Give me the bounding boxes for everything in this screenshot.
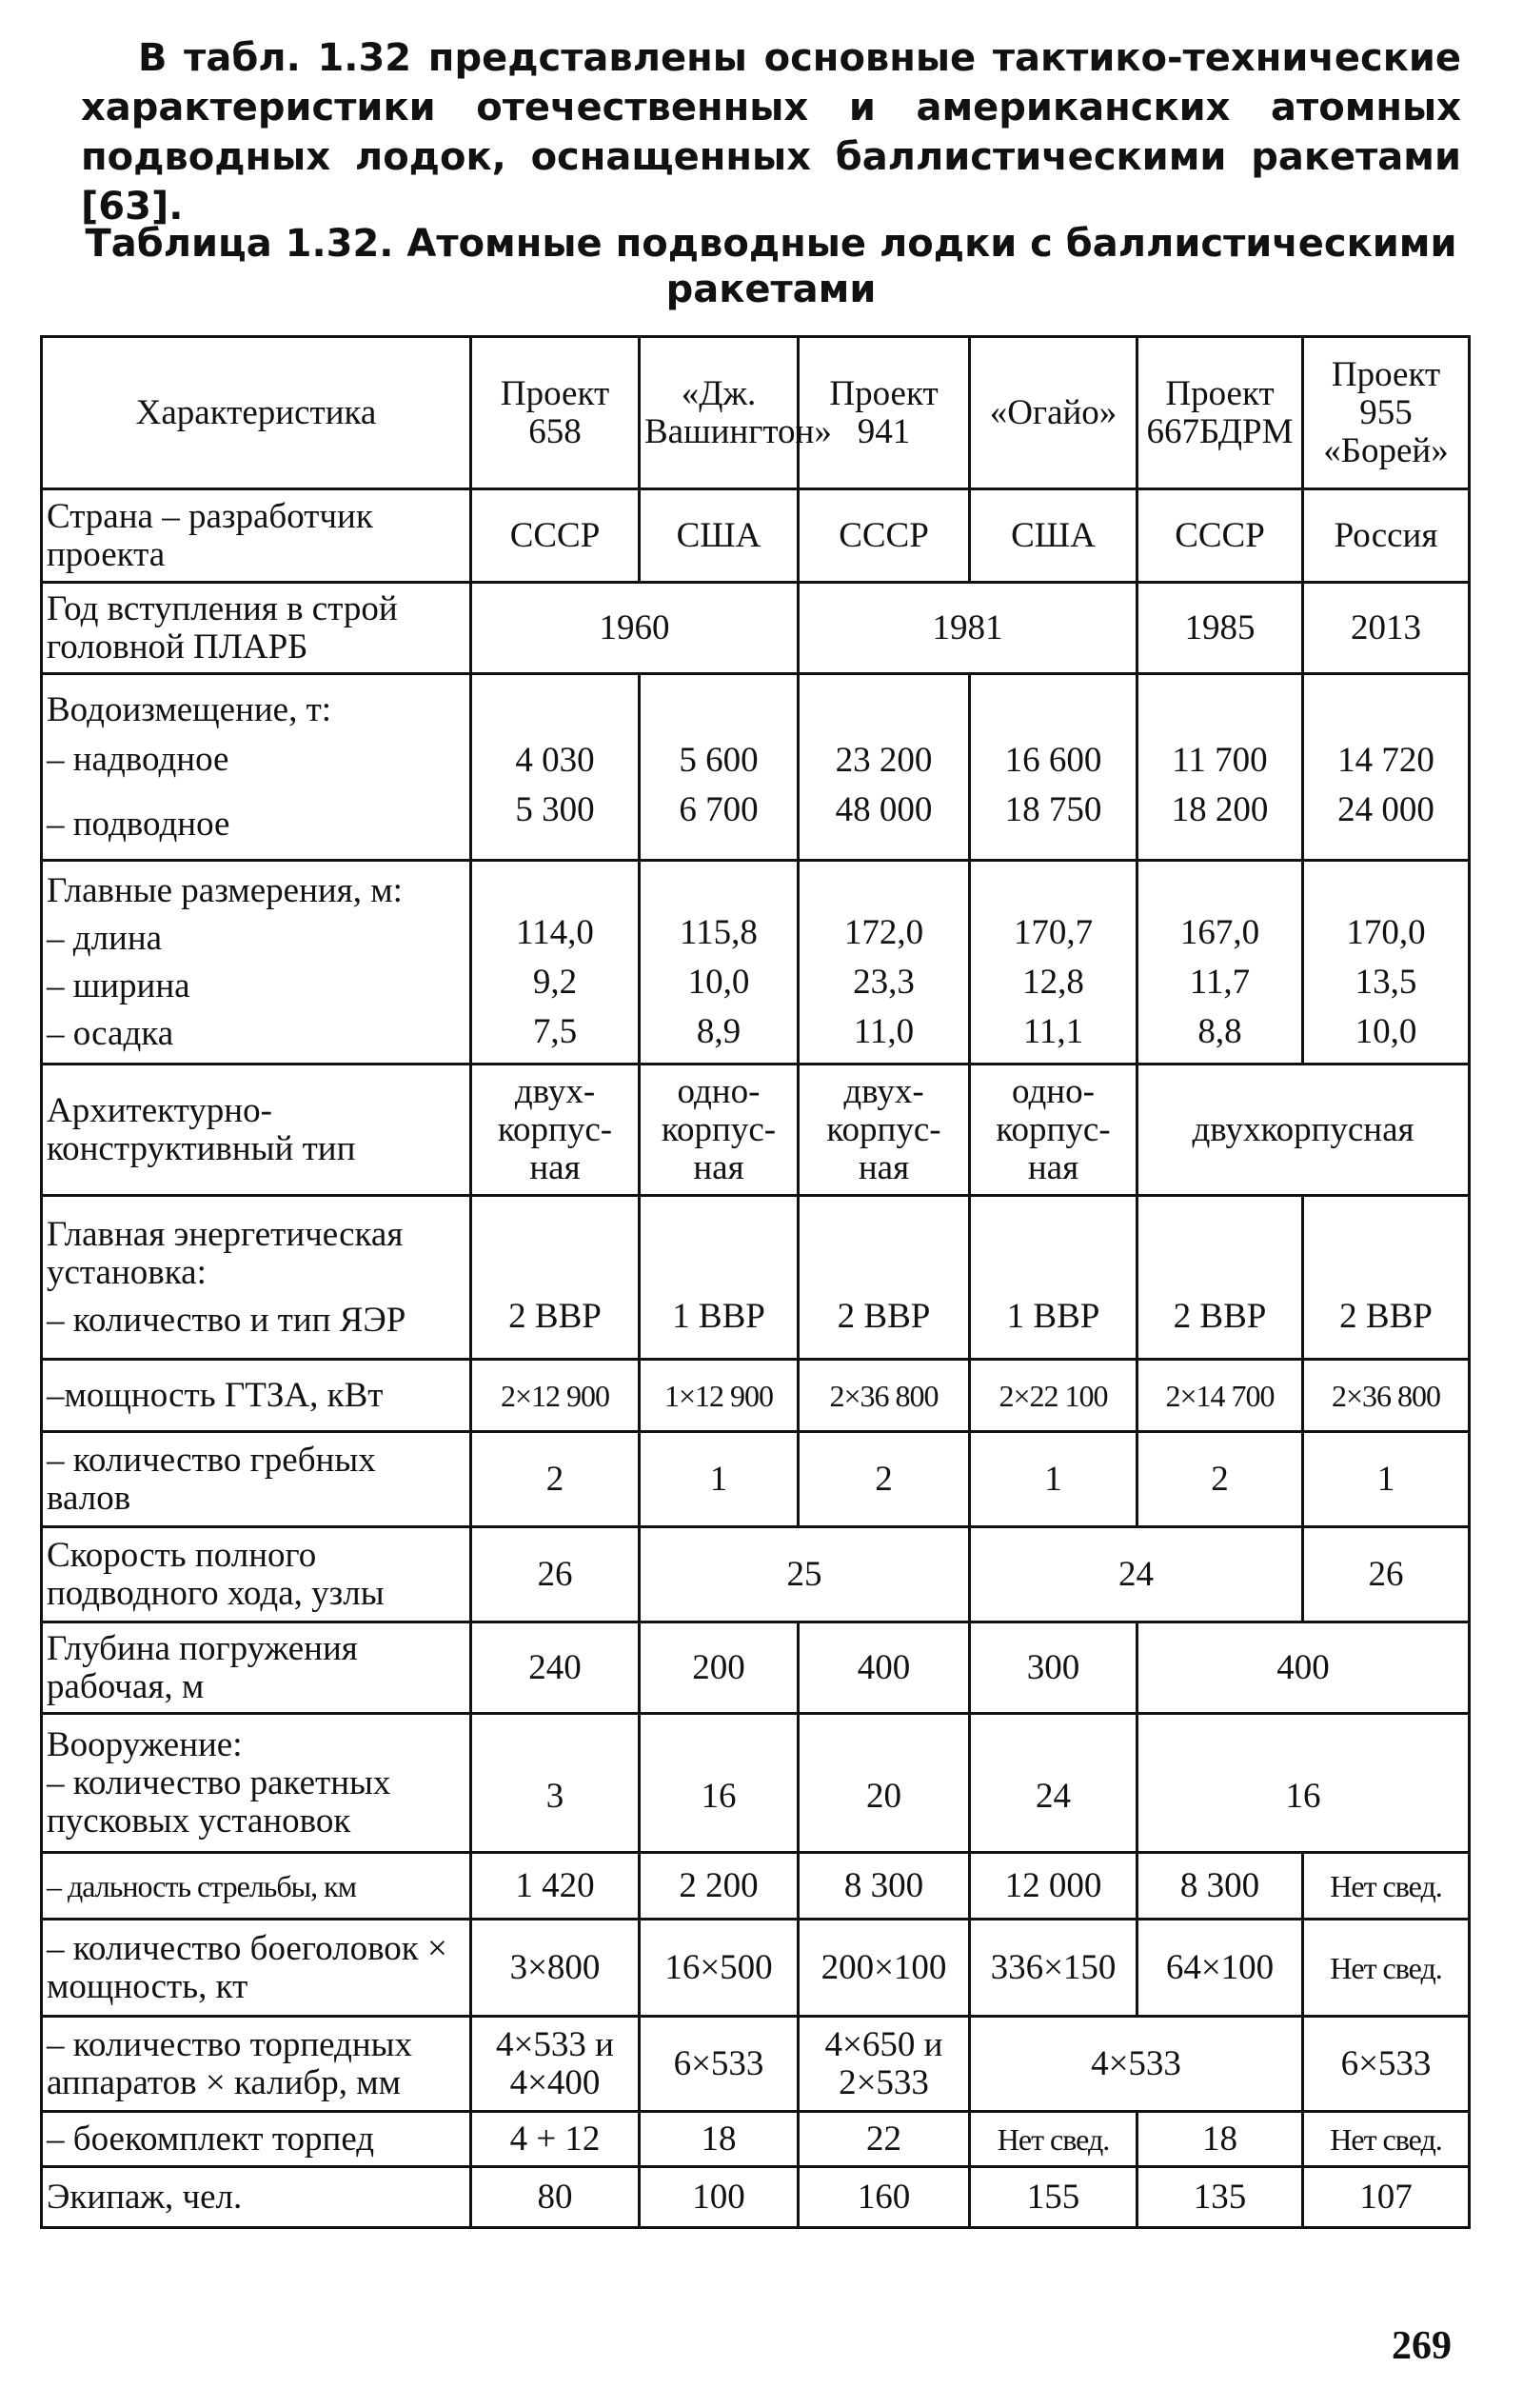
table-cell: 8,9 [696,1011,742,1051]
table-cell: СССР [799,489,970,583]
table-row [42,1432,1470,1527]
table-cell: 1981 [799,583,1137,674]
table-cell: 6 700 [679,789,759,829]
table-row [42,1714,1470,1853]
table-cell: 2×12 900 [471,1360,640,1432]
row-label-depth: Глубина погружения рабочая, м [42,1622,471,1714]
table-cell: 2 [799,1432,970,1527]
table-cell: 11,1 [1022,1011,1084,1051]
table-cell: 2×36 800 [1303,1360,1470,1432]
table-cell: 24 [970,1527,1303,1622]
table-cell: 16 600 [1004,740,1102,780]
table-caption: Таблица 1.32. Атомные подводные лодки с баллистическими ракетами [85,222,1457,311]
table-cell: 107 [1303,2167,1470,2228]
table-cell: 2 ВВР [1137,1196,1303,1360]
table-cell: 25 [640,1527,970,1622]
table-cell: 24 000 [1337,789,1434,829]
row-label-shafts: – количество гребных валов [42,1432,471,1527]
table-cell: 10,0 [687,962,750,1002]
table-row [42,1065,1470,1196]
header-ohio: «Огайо» [970,337,1137,489]
row-label-draft: – осадка [47,1013,174,1053]
table-cell: 167,0 [1179,912,1260,952]
table-cell: 135 [1137,2167,1303,2228]
table-cell: 100 [640,2167,799,2228]
header-project-658: Проект 658 [471,337,640,489]
table-cell: 23,3 [853,962,915,1002]
row-label-country: Страна – разработчик проекта [42,489,471,583]
header-washington: «Дж. Вашингтон» [640,337,799,489]
table-cell: Россия [1303,489,1470,583]
row-label-power: Главная энергетическая установка: [47,1214,404,1292]
table-cell: 4×533 [970,2017,1303,2112]
table-cell: 11,7 [1189,962,1251,1002]
table-cell: 18 [640,2112,799,2167]
table-cell: 240 [471,1622,640,1714]
table-cell: 1 [640,1432,799,1527]
table-cell: 26 [1303,1527,1470,1622]
table-cell: 172,0 [843,912,924,952]
table-cell: 3 [471,1714,640,1853]
table-cell: 26 [471,1527,640,1622]
table-cell: 160 [799,2167,970,2228]
table-cell: 80 [471,2167,640,2228]
row-label-submerged: – подводное [47,804,230,844]
table-cell: 4×533 и 4×400 [471,2017,640,2112]
table-cell: 3×800 [471,1920,640,2017]
table-cell: 11,0 [853,1011,915,1051]
table-cell: Нет свед. [970,2112,1137,2167]
table-cell: США [970,489,1137,583]
table-cell: 5 300 [515,789,595,829]
table-cell: 24 [970,1714,1137,1853]
table-cell: 155 [970,2167,1137,2228]
table-cell: 8 300 [799,1853,970,1920]
table-cell: Нет свед. [1303,1920,1470,2017]
table-row [42,583,1470,674]
row-label-warheads: – количество боеголовок × мощность, кт [42,1920,471,2017]
table-cell: Нет свед. [1303,2112,1470,2167]
table-cell: 6×533 [1303,2017,1470,2112]
table-cell: 336×150 [970,1920,1137,2017]
table-cell: 16 [640,1714,799,1853]
row-label-tubes: – количество торпедных аппаратов × калибр, мм [42,2017,471,2112]
table-cell: 2×14 700 [1137,1360,1303,1432]
table-cell: СССР [471,489,640,583]
header-project-667bdrm: Проект 667БДРМ [1137,337,1303,489]
table-cell: 1 420 [471,1853,640,1920]
row-label-weapons: Вооружение: [47,1724,243,1764]
row-label-displacement: Водоизмещение, т: [47,689,332,729]
table-cell: двух-корпус-ная [799,1065,970,1196]
table-cell: 18 [1137,2112,1303,2167]
table-cell: 22 [799,2112,970,2167]
row-label-launchers: – количество ракетных пусковых установок [47,1762,391,1841]
table-cell: 8,8 [1197,1011,1242,1051]
table-cell: 300 [970,1622,1137,1714]
header-project-941: Проект 941 [799,337,970,489]
row-label-speed: Скорость полного подводного хода, узлы [42,1527,471,1622]
table-cell: 170,0 [1346,912,1426,952]
intro-paragraph: В табл. 1.32 представлены основные тактико-технические характеристики отечественных и американских атомных подводных лодок, оснащенных баллистическими ракетами [63]. [81,36,1461,229]
table-cell: США [640,489,799,583]
table-cell: 1 ВВР [640,1196,799,1360]
table-cell: 170,7 [1013,912,1094,952]
table-row [42,2112,1470,2167]
table-cell: 114,0 [516,912,594,952]
table-cell: 13,5 [1355,962,1417,1002]
table-cell: 2 200 [640,1853,799,1920]
row-label-year: Год вступления в строй головной ПЛАРБ [42,583,471,674]
table-cell: 1 [970,1432,1137,1527]
table-cell: 200 [640,1622,799,1714]
table-cell: 9,2 [532,962,578,1002]
table-row [42,2167,1470,2228]
table-cell: 2 [471,1432,640,1527]
table-cell: 23 200 [835,740,933,780]
table-cell: одно-корпус-ная [970,1065,1137,1196]
header-project-955: Проект 955 «Борей» [1303,337,1470,489]
table-cell: 2×22 100 [970,1360,1137,1432]
table-cell: 12 000 [970,1853,1137,1920]
table-cell: 1 [1303,1432,1470,1527]
table-row [42,861,1470,1065]
table-cell: 10,0 [1355,1011,1417,1051]
table-cell: 14 720 [1337,740,1434,780]
table-cell: 2013 [1303,583,1470,674]
row-label-crew: Экипаж, чел. [42,2167,471,2228]
table-cell: 4 030 [515,740,595,780]
table-cell: 400 [799,1622,970,1714]
table-row [42,1853,1470,1920]
table-row [42,1527,1470,1622]
table-row [42,1360,1470,1432]
table-cell: Нет свед. [1303,1853,1470,1920]
page-number: 269 [1392,2324,1452,2368]
table-cell: 4×650 и 2×533 [799,2017,970,2112]
header-characteristic: Характеристика [42,337,471,489]
table-cell: 7,5 [532,1011,578,1051]
table-cell: 12,8 [1022,962,1084,1002]
table-row [42,489,1470,583]
table-cell: 115,8 [680,912,758,952]
table-cell: 1 ВВР [970,1196,1137,1360]
table-cell: 400 [1137,1622,1470,1714]
row-label-width: – ширина [47,965,190,1005]
table-row [42,1622,1470,1714]
row-label-gtza: –мощность ГТЗА, кВт [42,1360,471,1432]
row-label-surface: – надводное [47,739,229,779]
submarine-table [40,335,1471,2229]
table-cell: 11 700 [1172,740,1268,780]
row-label-reactor: – количество и тип ЯЭР [47,1300,406,1340]
row-label-arch: Архитектурно-конструктивный тип [42,1065,471,1196]
header-row [42,337,1470,489]
row-label-torpedoes: – боекомплект торпед [42,2112,471,2167]
table-cell: 16 [1137,1714,1470,1853]
table-cell: двух-корпус-ная [471,1065,640,1196]
table-cell: 5 600 [679,740,759,780]
table-cell: СССР [1137,489,1303,583]
table-cell: 1960 [471,583,799,674]
table-cell: 2×36 800 [799,1360,970,1432]
table-cell: 1×12 900 [640,1360,799,1432]
row-label-dimensions: Главные размерения, м: [47,870,403,910]
table-cell: 200×100 [799,1920,970,2017]
table-cell: 20 [799,1714,970,1853]
row-label-range: – дальность стрельбы, км [42,1853,471,1920]
table-row [42,674,1470,861]
table-cell: 18 750 [1004,789,1102,829]
table-cell: 6×533 [640,2017,799,2112]
table-cell: 18 200 [1171,789,1269,829]
table-cell: 4 + 12 [471,2112,640,2167]
table-cell: 2 ВВР [1303,1196,1470,1360]
table-row [42,1196,1470,1360]
table-cell: 48 000 [835,789,933,829]
table-cell: 1985 [1137,583,1303,674]
table-cell: одно-корпус-ная [640,1065,799,1196]
table-cell: 8 300 [1137,1853,1303,1920]
table-row [42,2017,1470,2112]
table-cell: 2 ВВР [799,1196,970,1360]
table-cell: 2 [1137,1432,1303,1527]
table-cell: 64×100 [1137,1920,1303,2017]
table-cell: двухкорпусная [1137,1065,1470,1196]
table-cell: 16×500 [640,1920,799,2017]
table-cell: 2 ВВР [471,1196,640,1360]
row-label-length: – длина [47,918,163,958]
table-row [42,1920,1470,2017]
